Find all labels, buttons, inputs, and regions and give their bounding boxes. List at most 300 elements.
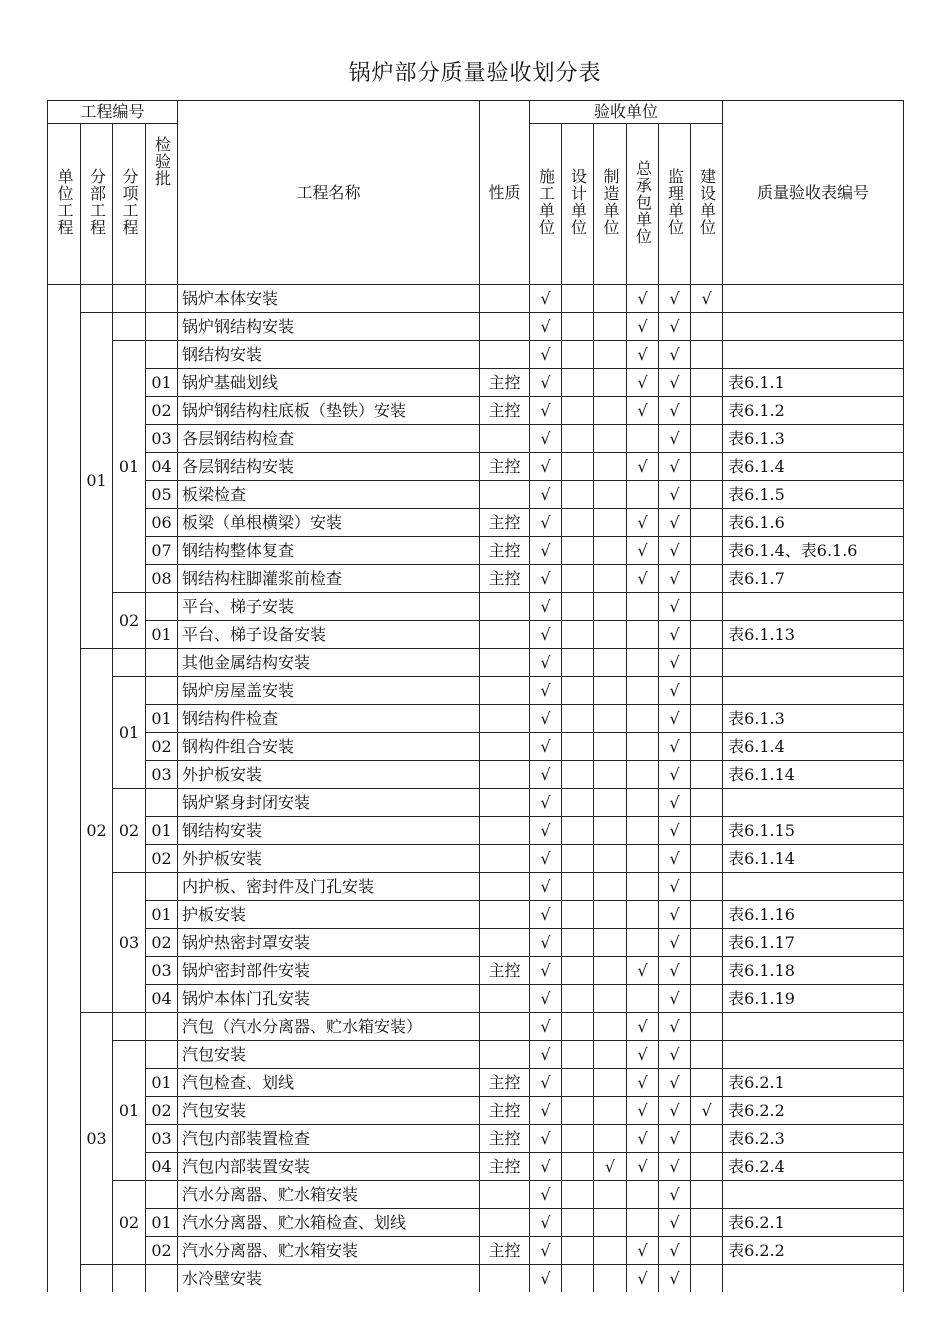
inspection-lot-cell: [146, 313, 178, 341]
supervision-check-cell: √: [659, 1237, 691, 1265]
form-number-cell: 表6.1.1: [723, 369, 904, 397]
construction-check-cell: √: [530, 397, 562, 425]
design-check-cell: [562, 733, 594, 761]
manufacture-check-cell: [594, 1097, 627, 1125]
inspection-lot-cell: [146, 285, 178, 313]
manufacture-check-cell: [594, 733, 627, 761]
table-row: [48, 649, 904, 677]
form-number-cell: 表6.1.19: [723, 985, 904, 1013]
table-row: [48, 873, 904, 901]
form-number-cell: [723, 789, 904, 817]
construction-check-cell: √: [530, 453, 562, 481]
owner-check-cell: [691, 873, 723, 901]
design-check-cell: [562, 621, 594, 649]
form-number-cell: 表6.1.3: [723, 425, 904, 453]
project-name-cell: 汽包内部装置检查: [178, 1125, 480, 1153]
table-row: [48, 341, 904, 369]
inspection-lot-cell: [146, 1013, 178, 1041]
form-number-cell: 表6.1.13: [723, 621, 904, 649]
form-number-cell: 表6.1.4: [723, 453, 904, 481]
manufacture-check-cell: [594, 705, 627, 733]
supervision-check-cell: √: [659, 901, 691, 929]
construction-check-cell: √: [530, 1237, 562, 1265]
project-name-cell: 内护板、密封件及门孔安装: [178, 873, 480, 901]
header-nature: 性质: [480, 101, 530, 285]
nature-cell: [480, 1209, 530, 1237]
inspection-lot-cell: 02: [146, 1097, 178, 1125]
construction-check-cell: √: [530, 649, 562, 677]
project-name-cell: 其他金属结构安装: [178, 649, 480, 677]
nature-cell: [480, 481, 530, 509]
owner-check-cell: [691, 789, 723, 817]
supervision-check-cell: √: [659, 1153, 691, 1181]
nature-cell: [480, 1181, 530, 1209]
form-number-cell: [723, 341, 904, 369]
table-row: [48, 845, 904, 873]
general-contractor-check-cell: √: [627, 1153, 659, 1181]
table-row: [48, 901, 904, 929]
inspection-lot-cell: 01: [146, 369, 178, 397]
supervision-check-cell: √: [659, 593, 691, 621]
sub-item-cell: [113, 285, 146, 313]
table-row: [48, 1069, 904, 1097]
design-check-cell: [562, 1153, 594, 1181]
page-title: 锅炉部分质量验收划分表: [348, 61, 602, 86]
table-row: [48, 593, 904, 621]
project-name-cell: 锅炉房屋盖安装: [178, 677, 480, 705]
project-name-cell: 平台、梯子设备安装: [178, 621, 480, 649]
general-contractor-check-cell: [627, 621, 659, 649]
supervision-check-cell: √: [659, 1069, 691, 1097]
owner-check-cell: [691, 509, 723, 537]
owner-check-cell: [691, 1181, 723, 1209]
sub-item-cell: 01: [113, 341, 146, 593]
owner-check-cell: [691, 957, 723, 985]
division-cell: [81, 1265, 113, 1293]
nature-cell: [480, 761, 530, 789]
table-row: [48, 369, 904, 397]
construction-check-cell: √: [530, 369, 562, 397]
manufacture-check-cell: [594, 1125, 627, 1153]
header-acceptance-units: 验收单位: [530, 101, 723, 124]
table-row: [48, 425, 904, 453]
manufacture-check-cell: [594, 341, 627, 369]
manufacture-check-cell: [594, 537, 627, 565]
project-name-cell: 锅炉钢结构安装: [178, 313, 480, 341]
construction-check-cell: √: [530, 1181, 562, 1209]
header-inspection-lot: 检验批: [146, 124, 178, 285]
supervision-check-cell: √: [659, 1209, 691, 1237]
owner-check-cell: [691, 677, 723, 705]
general-contractor-check-cell: √: [627, 341, 659, 369]
owner-check-cell: [691, 761, 723, 789]
project-name-cell: 汽包安装: [178, 1097, 480, 1125]
manufacture-check-cell: [594, 957, 627, 985]
inspection-lot-cell: [146, 677, 178, 705]
form-number-cell: 表6.1.7: [723, 565, 904, 593]
inspection-lot-cell: 06: [146, 509, 178, 537]
construction-check-cell: √: [530, 733, 562, 761]
supervision-check-cell: √: [659, 733, 691, 761]
nature-cell: 主控: [480, 537, 530, 565]
general-contractor-check-cell: √: [627, 1265, 659, 1293]
inspection-lot-cell: 01: [146, 817, 178, 845]
table-row: [48, 621, 904, 649]
project-name-cell: 板梁（单根横梁）安装: [178, 509, 480, 537]
form-number-cell: 表6.2.1: [723, 1069, 904, 1097]
supervision-check-cell: √: [659, 1097, 691, 1125]
owner-check-cell: [691, 537, 723, 565]
form-number-cell: [723, 677, 904, 705]
construction-check-cell: √: [530, 593, 562, 621]
inspection-lot-cell: 02: [146, 733, 178, 761]
header-construction-unit: 施工单位: [530, 124, 562, 285]
inspection-lot-cell: 08: [146, 565, 178, 593]
general-contractor-check-cell: √: [627, 1237, 659, 1265]
inspection-lot-cell: 01: [146, 901, 178, 929]
construction-check-cell: √: [530, 313, 562, 341]
supervision-check-cell: √: [659, 873, 691, 901]
design-check-cell: [562, 677, 594, 705]
construction-check-cell: √: [530, 873, 562, 901]
form-number-cell: 表6.2.2: [723, 1097, 904, 1125]
nature-cell: 主控: [480, 1069, 530, 1097]
table-row: [48, 1209, 904, 1237]
project-name-cell: 钢结构安装: [178, 817, 480, 845]
table-row: [48, 1041, 904, 1069]
project-name-cell: 汽水分离器、贮水箱检查、划线: [178, 1209, 480, 1237]
design-check-cell: [562, 369, 594, 397]
form-number-cell: 表6.1.14: [723, 761, 904, 789]
design-check-cell: [562, 649, 594, 677]
inspection-lot-cell: 01: [146, 621, 178, 649]
supervision-check-cell: √: [659, 621, 691, 649]
header-sub-item: 分项工程: [113, 124, 146, 285]
division-cell: 01: [81, 313, 113, 649]
header-unit-project: 单位工程: [48, 124, 81, 285]
project-name-cell: 汽包内部装置安装: [178, 1153, 480, 1181]
form-number-cell: [723, 1041, 904, 1069]
construction-check-cell: √: [530, 425, 562, 453]
owner-check-cell: [691, 621, 723, 649]
inspection-lot-cell: [146, 341, 178, 369]
project-name-cell: 锅炉本体门孔安装: [178, 985, 480, 1013]
nature-cell: [480, 929, 530, 957]
construction-check-cell: √: [530, 1013, 562, 1041]
form-number-cell: [723, 873, 904, 901]
design-check-cell: [562, 397, 594, 425]
form-number-cell: 表6.1.14: [723, 845, 904, 873]
manufacture-check-cell: [594, 845, 627, 873]
design-check-cell: [562, 425, 594, 453]
table-row: [48, 929, 904, 957]
inspection-lot-cell: 07: [146, 537, 178, 565]
design-check-cell: [562, 1125, 594, 1153]
owner-check-cell: [691, 397, 723, 425]
inspection-lot-cell: [146, 1041, 178, 1069]
owner-check-cell: √: [691, 1097, 723, 1125]
general-contractor-check-cell: [627, 929, 659, 957]
nature-cell: [480, 1013, 530, 1041]
sub-item-cell: 03: [113, 873, 146, 1013]
general-contractor-check-cell: [627, 733, 659, 761]
sub-item-cell: [113, 1013, 146, 1041]
construction-check-cell: √: [530, 929, 562, 957]
supervision-check-cell: √: [659, 481, 691, 509]
general-contractor-check-cell: √: [627, 313, 659, 341]
design-check-cell: [562, 285, 594, 313]
design-check-cell: [562, 593, 594, 621]
owner-check-cell: [691, 1125, 723, 1153]
design-check-cell: [562, 509, 594, 537]
project-name-cell: 各层钢结构安装: [178, 453, 480, 481]
manufacture-check-cell: [594, 901, 627, 929]
table-row: [48, 789, 904, 817]
manufacture-check-cell: [594, 985, 627, 1013]
design-check-cell: [562, 453, 594, 481]
inspection-lot-cell: 05: [146, 481, 178, 509]
nature-cell: [480, 733, 530, 761]
owner-check-cell: [691, 1237, 723, 1265]
manufacture-check-cell: [594, 761, 627, 789]
table-row: [48, 733, 904, 761]
inspection-lot-cell: 02: [146, 929, 178, 957]
manufacture-check-cell: [594, 677, 627, 705]
general-contractor-check-cell: [627, 985, 659, 1013]
inspection-lot-cell: [146, 1181, 178, 1209]
owner-check-cell: [691, 705, 723, 733]
manufacture-check-cell: [594, 565, 627, 593]
inspection-lot-cell: 03: [146, 761, 178, 789]
nature-cell: 主控: [480, 369, 530, 397]
general-contractor-check-cell: [627, 593, 659, 621]
general-contractor-check-cell: [627, 425, 659, 453]
supervision-check-cell: √: [659, 1125, 691, 1153]
general-contractor-check-cell: [627, 677, 659, 705]
header-project-name: 工程名称: [178, 101, 480, 285]
owner-check-cell: [691, 733, 723, 761]
table-row: [48, 1181, 904, 1209]
inspection-lot-cell: 04: [146, 1153, 178, 1181]
manufacture-check-cell: [594, 1069, 627, 1097]
construction-check-cell: √: [530, 901, 562, 929]
table-row: [48, 481, 904, 509]
inspection-lot-cell: [146, 1265, 178, 1293]
form-number-cell: [723, 313, 904, 341]
header-general-contractor-unit: 总承包单位: [627, 124, 659, 285]
inspection-lot-cell: 02: [146, 845, 178, 873]
inspection-lot-cell: 01: [146, 1069, 178, 1097]
general-contractor-check-cell: [627, 817, 659, 845]
manufacture-check-cell: [594, 1181, 627, 1209]
project-name-cell: 各层钢结构检查: [178, 425, 480, 453]
manufacture-check-cell: [594, 425, 627, 453]
project-name-cell: 锅炉钢结构柱底板（垫铁）安装: [178, 397, 480, 425]
project-name-cell: 汽水分离器、贮水箱安装: [178, 1237, 480, 1265]
inspection-lot-cell: [146, 789, 178, 817]
project-name-cell: 钢构件组合安装: [178, 733, 480, 761]
owner-check-cell: [691, 369, 723, 397]
project-name-cell: 护板安装: [178, 901, 480, 929]
general-contractor-check-cell: [627, 705, 659, 733]
design-check-cell: [562, 1181, 594, 1209]
construction-check-cell: √: [530, 341, 562, 369]
general-contractor-check-cell: √: [627, 1013, 659, 1041]
construction-check-cell: √: [530, 677, 562, 705]
project-name-cell: 汽水分离器、贮水箱安装: [178, 1181, 480, 1209]
header-design-unit: 设计单位: [562, 124, 594, 285]
supervision-check-cell: √: [659, 705, 691, 733]
design-check-cell: [562, 705, 594, 733]
nature-cell: 主控: [480, 1153, 530, 1181]
construction-check-cell: √: [530, 537, 562, 565]
design-check-cell: [562, 929, 594, 957]
owner-check-cell: [691, 649, 723, 677]
manufacture-check-cell: [594, 285, 627, 313]
general-contractor-check-cell: [627, 789, 659, 817]
manufacture-check-cell: √: [594, 1153, 627, 1181]
general-contractor-check-cell: √: [627, 1125, 659, 1153]
supervision-check-cell: √: [659, 425, 691, 453]
header-form-no: 质量验收表编号: [723, 101, 904, 285]
nature-cell: [480, 985, 530, 1013]
table-row: [48, 1265, 904, 1293]
supervision-check-cell: √: [659, 453, 691, 481]
project-name-cell: 水冷壁安装: [178, 1265, 480, 1293]
owner-check-cell: [691, 425, 723, 453]
nature-cell: [480, 1265, 530, 1293]
table-row: [48, 397, 904, 425]
sub-item-cell: 02: [113, 789, 146, 873]
design-check-cell: [562, 1069, 594, 1097]
general-contractor-check-cell: [627, 901, 659, 929]
design-check-cell: [562, 761, 594, 789]
project-name-cell: 锅炉基础划线: [178, 369, 480, 397]
construction-check-cell: √: [530, 789, 562, 817]
supervision-check-cell: √: [659, 313, 691, 341]
form-number-cell: 表6.2.1: [723, 1209, 904, 1237]
manufacture-check-cell: [594, 1013, 627, 1041]
manufacture-check-cell: [594, 1237, 627, 1265]
inspection-lot-cell: 03: [146, 957, 178, 985]
table-row: [48, 1013, 904, 1041]
project-name-cell: 板梁检查: [178, 481, 480, 509]
design-check-cell: [562, 537, 594, 565]
owner-check-cell: [691, 481, 723, 509]
construction-check-cell: √: [530, 621, 562, 649]
supervision-check-cell: √: [659, 1181, 691, 1209]
inspection-lot-cell: [146, 649, 178, 677]
supervision-check-cell: √: [659, 789, 691, 817]
general-contractor-check-cell: [627, 1209, 659, 1237]
manufacture-check-cell: [594, 789, 627, 817]
construction-check-cell: √: [530, 845, 562, 873]
manufacture-check-cell: [594, 481, 627, 509]
owner-check-cell: [691, 1013, 723, 1041]
owner-check-cell: [691, 901, 723, 929]
design-check-cell: [562, 957, 594, 985]
supervision-check-cell: √: [659, 285, 691, 313]
general-contractor-check-cell: [627, 845, 659, 873]
general-contractor-check-cell: [627, 873, 659, 901]
manufacture-check-cell: [594, 621, 627, 649]
inspection-lot-cell: 03: [146, 425, 178, 453]
supervision-check-cell: √: [659, 985, 691, 1013]
form-number-cell: [723, 649, 904, 677]
nature-cell: [480, 649, 530, 677]
owner-check-cell: [691, 593, 723, 621]
table-row: [48, 1125, 904, 1153]
design-check-cell: [562, 873, 594, 901]
owner-check-cell: [691, 453, 723, 481]
table-row: [48, 817, 904, 845]
general-contractor-check-cell: √: [627, 453, 659, 481]
manufacture-check-cell: [594, 649, 627, 677]
form-number-cell: 表6.1.4、表6.1.6: [723, 537, 904, 565]
nature-cell: [480, 677, 530, 705]
design-check-cell: [562, 1097, 594, 1125]
table-row: [48, 565, 904, 593]
construction-check-cell: √: [530, 285, 562, 313]
header-manufacture-unit: 制造单位: [594, 124, 627, 285]
supervision-check-cell: √: [659, 1265, 691, 1293]
project-name-cell: 钢结构安装: [178, 341, 480, 369]
inspection-lot-cell: 04: [146, 453, 178, 481]
nature-cell: [480, 285, 530, 313]
nature-cell: 主控: [480, 453, 530, 481]
supervision-check-cell: √: [659, 537, 691, 565]
construction-check-cell: √: [530, 985, 562, 1013]
header-project-code: 工程编号: [48, 101, 178, 124]
design-check-cell: [562, 817, 594, 845]
design-check-cell: [562, 1265, 594, 1293]
owner-check-cell: √: [691, 285, 723, 313]
form-number-cell: [723, 593, 904, 621]
supervision-check-cell: √: [659, 397, 691, 425]
manufacture-check-cell: [594, 1209, 627, 1237]
table-row: [48, 761, 904, 789]
owner-check-cell: [691, 341, 723, 369]
inspection-lot-cell: [146, 593, 178, 621]
nature-cell: [480, 313, 530, 341]
project-name-cell: 汽包检查、划线: [178, 1069, 480, 1097]
general-contractor-check-cell: √: [627, 1097, 659, 1125]
general-contractor-check-cell: [627, 481, 659, 509]
division-cell: [81, 285, 113, 313]
nature-cell: [480, 621, 530, 649]
supervision-check-cell: √: [659, 677, 691, 705]
design-check-cell: [562, 1237, 594, 1265]
inspection-lot-cell: 02: [146, 397, 178, 425]
manufacture-check-cell: [594, 873, 627, 901]
inspection-lot-cell: 04: [146, 985, 178, 1013]
sub-item-cell: 01: [113, 1041, 146, 1181]
table-row: [48, 957, 904, 985]
project-name-cell: 外护板安装: [178, 761, 480, 789]
sub-item-cell: 02: [113, 1181, 146, 1265]
project-name-cell: 汽包（汽水分离器、贮水箱安装）: [178, 1013, 480, 1041]
nature-cell: 主控: [480, 957, 530, 985]
manufacture-check-cell: [594, 509, 627, 537]
division-cell: 02: [81, 649, 113, 1013]
table-row: [48, 1153, 904, 1181]
construction-check-cell: √: [530, 1041, 562, 1069]
form-number-cell: [723, 285, 904, 313]
nature-cell: 主控: [480, 565, 530, 593]
form-number-cell: 表6.1.6: [723, 509, 904, 537]
form-number-cell: 表6.1.2: [723, 397, 904, 425]
construction-check-cell: √: [530, 1069, 562, 1097]
